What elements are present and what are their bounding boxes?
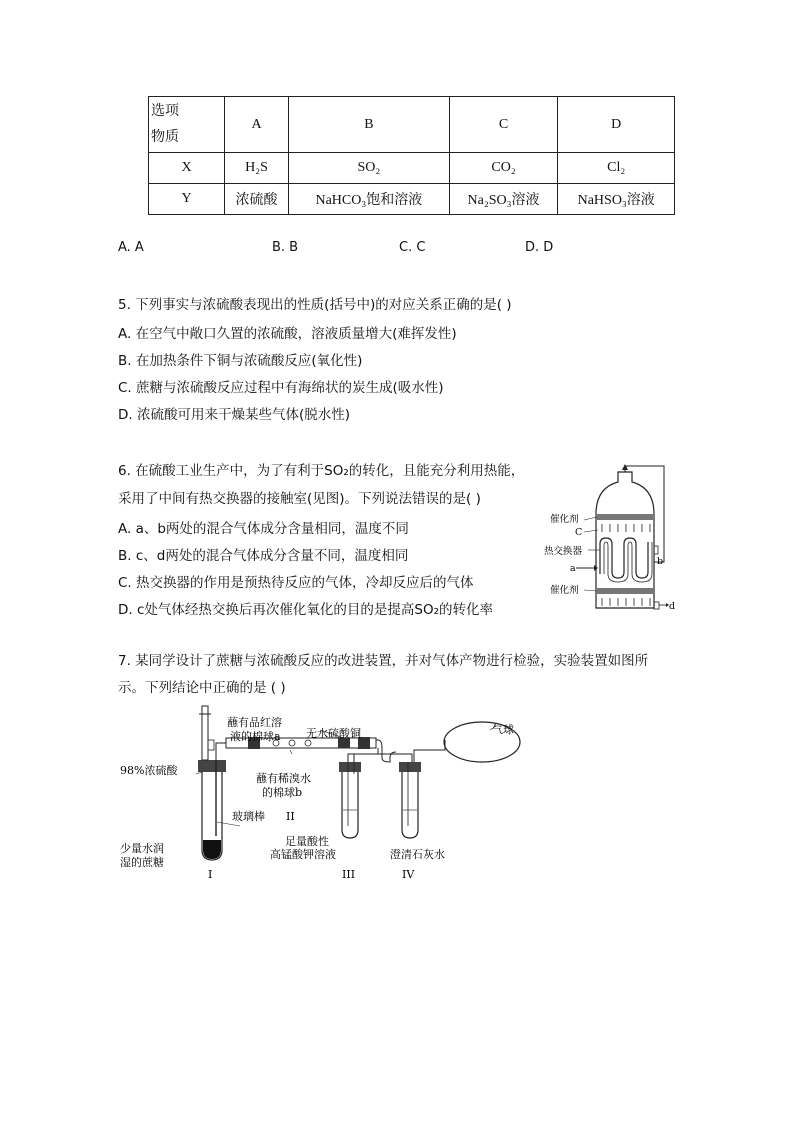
label-b: b (657, 556, 664, 567)
q6-stem-line2: 采用了中间有热交换器的接触室(见图)。下列说法错误的是( ) (118, 491, 481, 507)
tube-to-iii (348, 748, 378, 762)
label-h2so4: 98%浓硫酸 (120, 764, 178, 777)
stopper-iv (399, 762, 421, 772)
table-header-row (149, 97, 675, 153)
flow-arrows-top (602, 524, 650, 532)
catalyst-layer-bottom (597, 588, 653, 594)
q6-option-b: B. c、d两处的混合气体成分含量不同，温度相同 (118, 548, 409, 564)
header-a: A (225, 97, 289, 153)
label-c: C (575, 527, 583, 538)
q4-choice-d: D. D (525, 240, 554, 255)
label-iv: IV (402, 868, 415, 881)
q4-choice-b: B. B (272, 240, 299, 255)
label-heat-exchanger: 热交换器 (544, 546, 583, 557)
outlet-tube-i (216, 743, 226, 760)
label-kmno4-1: 足量酸性 (285, 835, 329, 848)
test-tube-iv (402, 770, 418, 838)
table-cell: SO₂ (289, 153, 450, 184)
q5-option-d: D. 浓硫酸可用来干燥某些气体(脱水性) (118, 407, 351, 423)
stopper-i (198, 760, 226, 772)
port-d (654, 602, 659, 609)
label-balloon: 气球 (492, 723, 514, 736)
row-label: Y (149, 184, 225, 215)
q4-choice-c: C. C (399, 240, 426, 255)
corner-top-label: 选项 (151, 103, 179, 119)
options-table (148, 96, 675, 215)
label-sugar-1: 少量水润 (120, 842, 164, 855)
label-sugar-2: 湿的蔗糖 (120, 856, 164, 869)
row-label: X (149, 153, 225, 184)
q7-stem-line2: 示。下列结论中正确的是 ( ) (118, 680, 286, 696)
label-limewater: 澄清石灰水 (390, 848, 445, 861)
flow-arrows-bottom (602, 598, 650, 606)
stopper-iii (339, 762, 361, 772)
table-cell: CO₂ (449, 153, 558, 184)
label-cotton-b-1: 蘸有稀溴水 (256, 772, 311, 785)
header-c: C (449, 97, 558, 153)
q4-choice-a: A. A (118, 240, 144, 255)
header-b: B (289, 97, 450, 153)
corner-bottom-label: 物质 (151, 129, 179, 145)
label-catalyst-bottom: 催化剂 (550, 585, 579, 596)
q5-option-c: C. 蔗糖与浓硫酸反应过程中有海绵状的炭生成(吸水性) (118, 380, 444, 396)
connector-tube (376, 740, 396, 762)
q6-option-d: D. c处气体经热交换后再次催化氧化的目的是提高SO₂的转化率 (118, 602, 494, 618)
label-a: a (570, 563, 576, 574)
table-cell: NaHSO₃溶液 (558, 184, 675, 215)
label-cuso4: 无水硫酸铜 (306, 727, 361, 740)
table-cell: 浓硫酸 (225, 184, 289, 215)
label-ii: II (286, 810, 295, 823)
label-cotton-a-1: 蘸有品红溶 (227, 716, 282, 729)
table-cell: Na₂SO₃溶液 (449, 184, 558, 215)
cotton-ball (305, 740, 311, 746)
q6-option-a: A. a、b两处的混合气体成分含量相同，温度不同 (118, 521, 409, 537)
table-cell: NaHCO₃饱和溶液 (289, 184, 450, 215)
q5-stem: 5. 下列事实与浓硫酸表现出的性质(括号中)的对应关系正确的是( ) (118, 297, 512, 313)
label-kmno4-2: 高锰酸钾溶液 (270, 848, 336, 861)
table-cell: H₂S (225, 153, 289, 184)
q6-stem-line1: 6. 在硫酸工业生产中，为了有利于SO₂的转化，且能充分利用热能， (118, 463, 525, 479)
contact-chamber-diagram (540, 462, 680, 622)
header-d: D (558, 97, 675, 153)
label-iii: III (342, 868, 356, 881)
table-row (149, 153, 675, 184)
label-glass-rod: 玻璃棒 (232, 810, 265, 823)
heat-exchanger-coil (600, 538, 648, 578)
label-cotton-a-2: 液的棉球a (230, 730, 281, 743)
sucrose-apparatus-diagram (120, 700, 540, 890)
label-d: d (669, 601, 676, 612)
table-corner-cell (149, 97, 225, 153)
tube-to-balloon (414, 740, 445, 762)
q5-option-a: A. 在空气中敞口久置的浓硫酸，溶液质量增大(难挥发性) (118, 326, 457, 342)
q5-option-b: B. 在加热条件下铜与浓硫酸反应(氧化性) (118, 353, 363, 369)
label-catalyst-top: 催化剂 (550, 514, 579, 525)
table-cell: Cl₂ (558, 153, 675, 184)
q6-option-c: C. 热交换器的作用是预热待反应的气体，冷却反应后的气体 (118, 575, 474, 591)
q7-stem-line1: 7. 某同学设计了蔗糖与浓硫酸反应的改进装置，并对气体产物进行检验，实验装置如图所 (118, 653, 649, 669)
heat-exchanger-coil-inner (604, 542, 652, 582)
cotton-ball-b (289, 740, 295, 746)
test-tube-iii (342, 770, 358, 838)
label-cotton-b-2: 的棉球b (262, 786, 303, 799)
funnel-stopcock (208, 740, 214, 750)
catalyst-layer-top (597, 514, 653, 520)
wet-sucrose (203, 840, 221, 859)
table-row (149, 184, 675, 215)
label-i: I (208, 868, 213, 881)
arrow-icon (622, 464, 628, 470)
leader-lines (584, 517, 600, 591)
